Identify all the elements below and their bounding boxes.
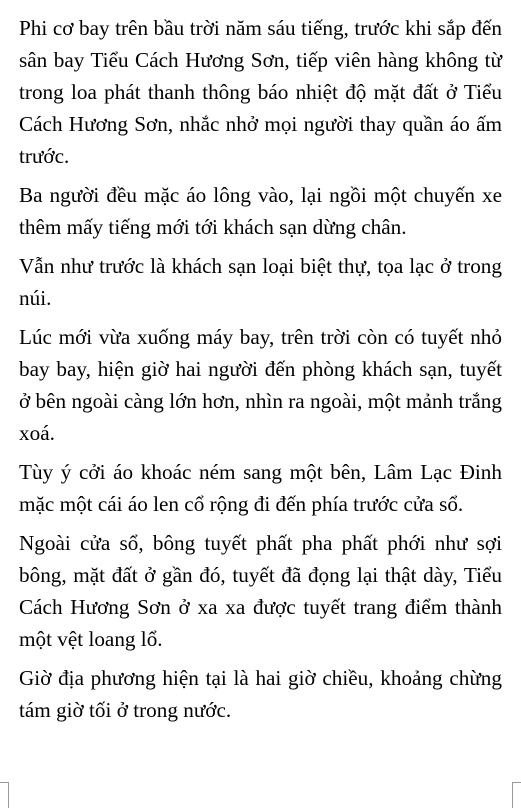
crop-mark-left-horizontal	[0, 782, 9, 783]
crop-mark-right-horizontal	[512, 782, 521, 783]
paragraph-1: Phi cơ bay trên bầu trời năm sáu tiếng, trước khi sắp đến sân bay Tiểu Cách Hương Sơn, tiếp viên hàng không từ trong loa phát thanh thông báo nhiệt độ mặt đất ở Tiểu Cách Hương Sơn, nhắc nhở mọi người thay quần áo ấm trước.	[19, 16, 502, 168]
paragraph-6: Ngoài cửa sổ, bông tuyết phất pha phất phới như sợi bông, mặt đất ở gần đó, tuyết đã đọng lại thật dày, Tiểu Cách Hương Sơn ở xa xa được tuyết trang điểm thành một vệt loang lổ.	[19, 531, 502, 651]
crop-mark-left-vertical	[8, 782, 9, 808]
document-body	[19, 12, 502, 733]
paragraph-5: Tùy ý cởi áo khoác ném sang một bên, Lâm Lạc Đinh mặc một cái áo len cổ rộng đi đến phía trước cửa sổ.	[19, 460, 502, 516]
paragraph-3: Vẫn như trước là khách sạn loại biệt thự, tọa lạc ở trong núi.	[19, 254, 502, 310]
paragraph-7: Giờ địa phương hiện tại là hai giờ chiều, khoảng chừng tám giờ tối ở trong nước.	[19, 666, 502, 722]
crop-mark-right-vertical	[512, 782, 513, 808]
paragraph-4: Lúc mới vừa xuống máy bay, trên trời còn có tuyết nhỏ bay bay, hiện giờ hai người đến phòng khách sạn, tuyết ở bên ngoài càng lớn hơn, nhìn ra ngoài, một mảnh trắng xoá.	[19, 325, 502, 445]
paragraph-2: Ba người đều mặc áo lông vào, lại ngồi một chuyến xe thêm mấy tiếng mới tới khách sạn dừng chân.	[19, 183, 502, 239]
